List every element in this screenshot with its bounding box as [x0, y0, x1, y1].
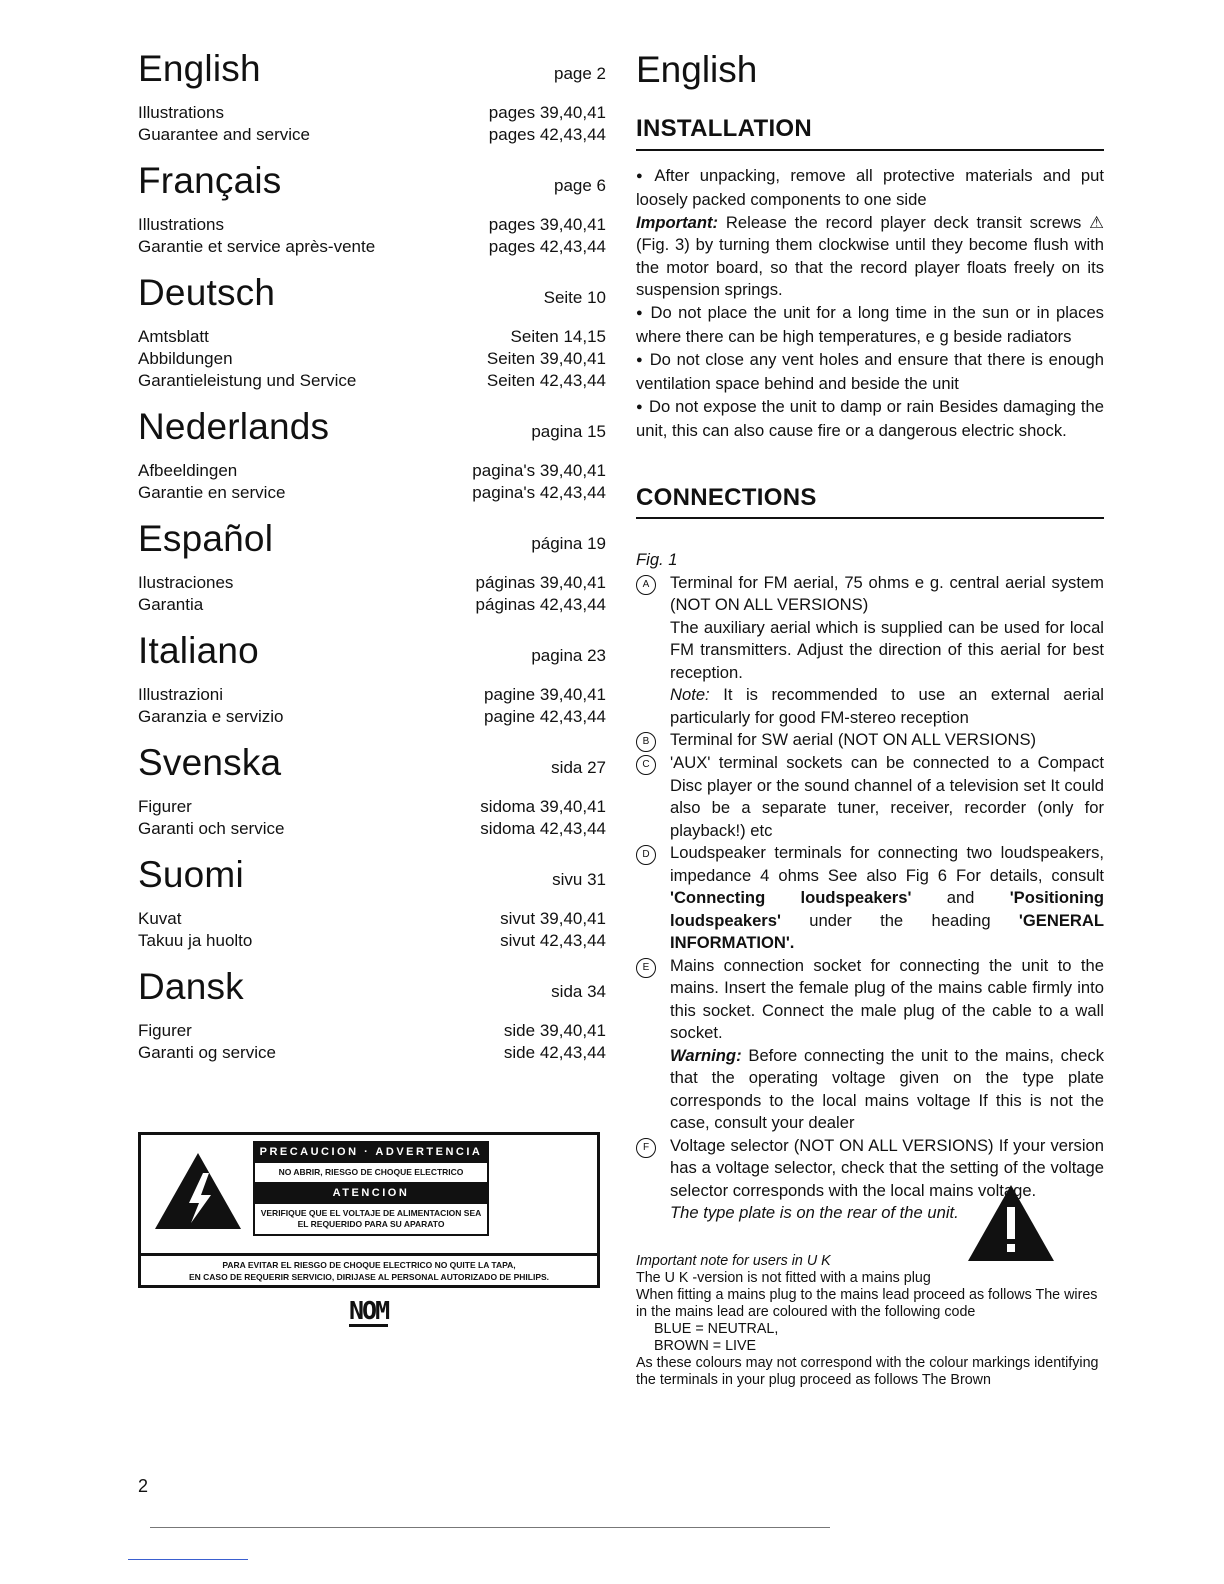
- scan-artifact: [128, 1559, 248, 1560]
- toc-section-deutsch: [138, 272, 606, 392]
- circled-letter-icon: E: [636, 958, 656, 978]
- toc-section-nederlands: [138, 406, 606, 504]
- language-page: pagina 15: [531, 422, 606, 441]
- connection-item-d: D Loudspeaker terminals for connecting two loudspeakers, impedance 4 ohms See also Fig 6 For details, consult 'Connecting loudspeakers' and 'Positioning loudspeakers' under the heading 'GENERAL INFORMATION'.: [636, 842, 1104, 955]
- toc-entry: Garantia páginas 42,43,44: [138, 595, 606, 614]
- page-number: 2: [138, 1476, 149, 1496]
- scan-artifact: [150, 1527, 830, 1528]
- language-page: page 2: [554, 64, 606, 83]
- language-index: [138, 48, 606, 1078]
- paragraph: ● Do not place the unit for a long time in the sun or in places where there can be high temperatures, e g beside radiators: [636, 302, 1104, 349]
- connection-item-b: B Terminal for SW aerial (NOT ON ALL VERSIONS): [636, 729, 1104, 752]
- connection-item-a: A Terminal for FM aerial, 75 ohms e g. central aerial system (NOT ON ALL VERSIONS) The auxiliary aerial which is supplied can be used for local FM transmitters. Adjust the direction of this aerial for best reception. Note: It is recommended to use an external aerial particularly for good FM-stereo reception: [636, 572, 1104, 730]
- paragraph: ● Do not close any vent holes and ensure that there is enough ventilation space behind and beside the unit: [636, 349, 1104, 396]
- language-page: sida 27: [551, 758, 606, 777]
- language-page: page 6: [554, 176, 606, 195]
- electric-hazard-icon: [153, 1151, 243, 1231]
- toc-entry: Illustrazioni pagine 39,40,41: [138, 685, 606, 704]
- toc-entry: Garanti och service sidoma 42,43,44: [138, 819, 606, 838]
- language-page: sivu 31: [552, 870, 606, 889]
- toc-entry: Guarantee and service pages 42,43,44: [138, 125, 606, 144]
- toc-section-english: [138, 48, 606, 146]
- toc-entry: Figurer sidoma 39,40,41: [138, 797, 606, 816]
- toc-entry: Garantie en service pagina's 42,43,44: [138, 483, 606, 502]
- toc-section-dansk: [138, 966, 606, 1064]
- language-name: Suomi: [138, 854, 244, 895]
- toc-section-francais: [138, 160, 606, 258]
- toc-entry: Ilustraciones páginas 39,40,41: [138, 573, 606, 592]
- circled-letter-icon: D: [636, 845, 656, 865]
- english-body: [636, 48, 1104, 1389]
- language-page: página 19: [531, 534, 606, 553]
- language-page: sida 34: [551, 982, 606, 1001]
- figure-reference: Fig. 1: [636, 550, 678, 569]
- language-name: Svenska: [138, 742, 282, 783]
- language-page: pagina 23: [531, 646, 606, 665]
- toc-entry: Illustrations pages 39,40,41: [138, 215, 606, 234]
- warning-label-box: [138, 1132, 600, 1288]
- page-title: English: [636, 49, 758, 90]
- paragraph: Important: Release the record player deck transit screws ⚠ (Fig. 3) by turning them clockwise until they become flush with the motor board, so that the record player floats freely on its suspension springs.: [636, 212, 1104, 299]
- language-page: Seite 10: [543, 288, 606, 307]
- circled-letter-icon: B: [636, 732, 656, 752]
- circled-letter-icon: C: [636, 755, 656, 775]
- toc-section-italiano: [138, 630, 606, 728]
- nom-logo: NOM: [349, 1296, 389, 1325]
- toc-section-svenska: [138, 742, 606, 840]
- toc-entry: Illustrations pages 39,40,41: [138, 103, 606, 122]
- paragraph: ● Do not expose the unit to damp or rain Besides damaging the unit, this can also cause fire or a dangerous electric shock.: [636, 396, 1104, 443]
- language-name: Español: [138, 518, 274, 559]
- connection-item-e: E Mains connection socket for connecting the unit to the mains. Insert the female plug of the mains cable firmly into this socket. Connect the male plug of the cable to a wall socket. Warning: Before connecting the unit to the mains, check that the operating voltage given on the type plate corresponds to the local mains voltage If this is not the case, consult your dealer: [636, 955, 1104, 1135]
- installation-heading: INSTALLATION: [636, 118, 1104, 151]
- toc-entry: Afbeeldingen pagina's 39,40,41: [138, 461, 606, 480]
- connection-item-f: F Voltage selector (NOT ON ALL VERSIONS) If your version has a voltage selector, check that the setting of the voltage selector corresponds with the local mains voltage. The type plate is on the rear of the unit.: [636, 1135, 1104, 1225]
- toc-section-suomi: [138, 854, 606, 952]
- toc-entry: Figurer side 39,40,41: [138, 1021, 606, 1040]
- warning-text: PRECAUCION · ADVERTENCIA NO ABRIR, RIESGO DE CHOQUE ELECTRICO ATENCION VERIFIQUE QUE EL VOLTAJE DE ALIMENTACION SEA EL REQUERIDO PARA SU APARATO: [253, 1141, 489, 1236]
- paragraph: ● After unpacking, remove all protective materials and put loosely packed components to one side: [636, 165, 1104, 212]
- uk-note: Important note for users in U K The U K -version is not fitted with a mains plug When fitting a mains plug to the mains lead proceed as follows The wires in the mains lead are coloured with the following code BLUE = NEUTRAL, BROWN = LIVE As these colours may not correspond with the colour markings identifying the terminals in your plug proceed as follows The Brown: [636, 1252, 1099, 1388]
- connection-item-c: C 'AUX' terminal sockets can be connected to a Compact Disc player or the sound channel of a television set It could also be a separate tuner, receiver, recorder (only for playback!) etc: [636, 752, 1104, 842]
- toc-entry: Garantie et service après-vente pages 42,43,44: [138, 237, 606, 256]
- toc-entry: Amtsblatt Seiten 14,15: [138, 327, 606, 346]
- connections-heading: CONNECTIONS: [636, 487, 1104, 520]
- language-name: Dansk: [138, 966, 244, 1007]
- toc-entry: Takuu ja huolto sivut 42,43,44: [138, 931, 606, 950]
- language-name: Italiano: [138, 630, 259, 671]
- language-name: Français: [138, 160, 282, 201]
- language-name: English: [138, 48, 261, 89]
- language-name: Nederlands: [138, 406, 330, 447]
- warning-footer: PARA EVITAR EL RIESGO DE CHOQUE ELECTRICO NO QUITE LA TAPA, EN CASO DE REQUERIR SERVICIO, DIRIJASE AL PERSONAL AUTORIZADO DE PHILIPS.: [141, 1253, 597, 1283]
- toc-entry: Garanzia e servizio pagine 42,43,44: [138, 707, 606, 726]
- toc-entry: Garantieleistung und Service Seiten 42,43,44: [138, 371, 606, 390]
- language-name: Deutsch: [138, 272, 276, 313]
- toc-entry: Kuvat sivut 39,40,41: [138, 909, 606, 928]
- toc-entry: Abbildungen Seiten 39,40,41: [138, 349, 606, 368]
- circled-letter-icon: A: [636, 575, 656, 595]
- toc-entry: Garanti og service side 42,43,44: [138, 1043, 606, 1062]
- toc-section-espanol: [138, 518, 606, 616]
- circled-letter-icon: F: [636, 1138, 656, 1158]
